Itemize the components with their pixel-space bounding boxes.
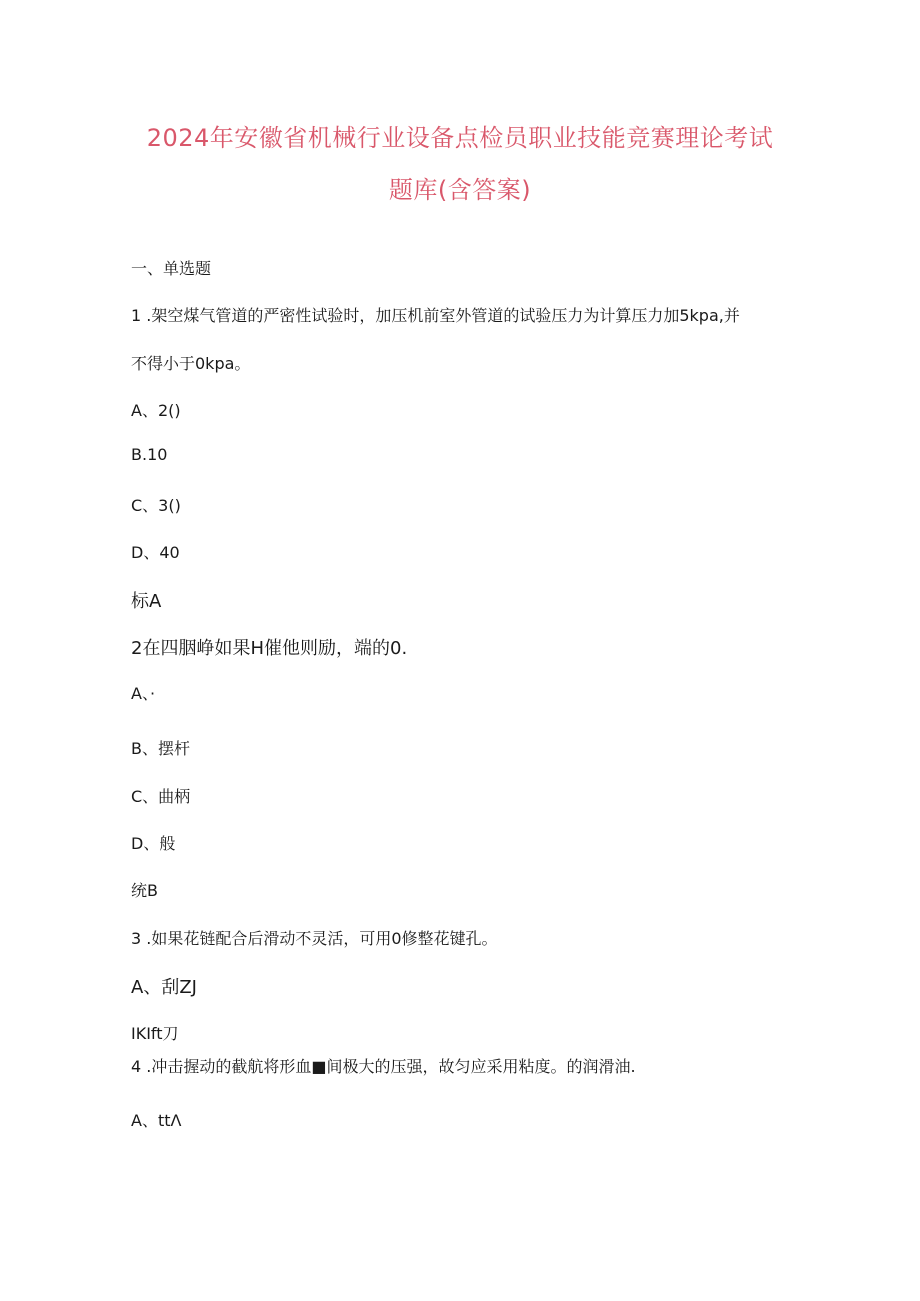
- document-title-line-1: 2024年安徽省机械行业设备点检员职业技能竞赛理论考试: [146, 124, 774, 152]
- question-4-text: 4 .冲击握动的截航将形血■间极大的压强，故匀应采用粘度。的润滑油.: [131, 1057, 636, 1076]
- question-1-text: 1 .架空煤气管道的严密性试验时，加压机前室外管道的试验压力为计算压力加5kpa,并: [131, 306, 740, 325]
- question-2-option-a: A、·: [131, 684, 156, 703]
- question-1-option-b: B.10: [131, 445, 168, 464]
- question-3-option-b: IKIft刀: [131, 1024, 179, 1043]
- question-4-option-a: A、ttΛ: [131, 1111, 182, 1130]
- question-3-option-a: A、刮ZJ: [131, 977, 197, 998]
- question-1-answer: 标A: [131, 591, 162, 612]
- question-2-option-c: C、曲柄: [131, 787, 191, 806]
- question-1-text-continued: 不得小于0kpa。: [131, 354, 251, 373]
- section-heading: 一、单选题: [131, 259, 212, 278]
- document-title-line-2: 题库(含答案): [388, 176, 532, 204]
- question-1-option-c: C、3(): [131, 496, 181, 515]
- question-2-text: 2在四胭峥如果H催他则励，端的0.: [131, 638, 408, 659]
- question-2-option-b: B、摆杆: [131, 739, 190, 758]
- question-1-option-d: D、40: [131, 543, 180, 562]
- question-2-answer: 统B: [131, 881, 158, 900]
- question-2-option-d: D、般: [131, 834, 176, 853]
- question-3-text: 3 .如果花链配合后滑动不灵活，可用0修整花键孔。: [131, 929, 498, 948]
- question-1-option-a: A、2(): [131, 401, 181, 420]
